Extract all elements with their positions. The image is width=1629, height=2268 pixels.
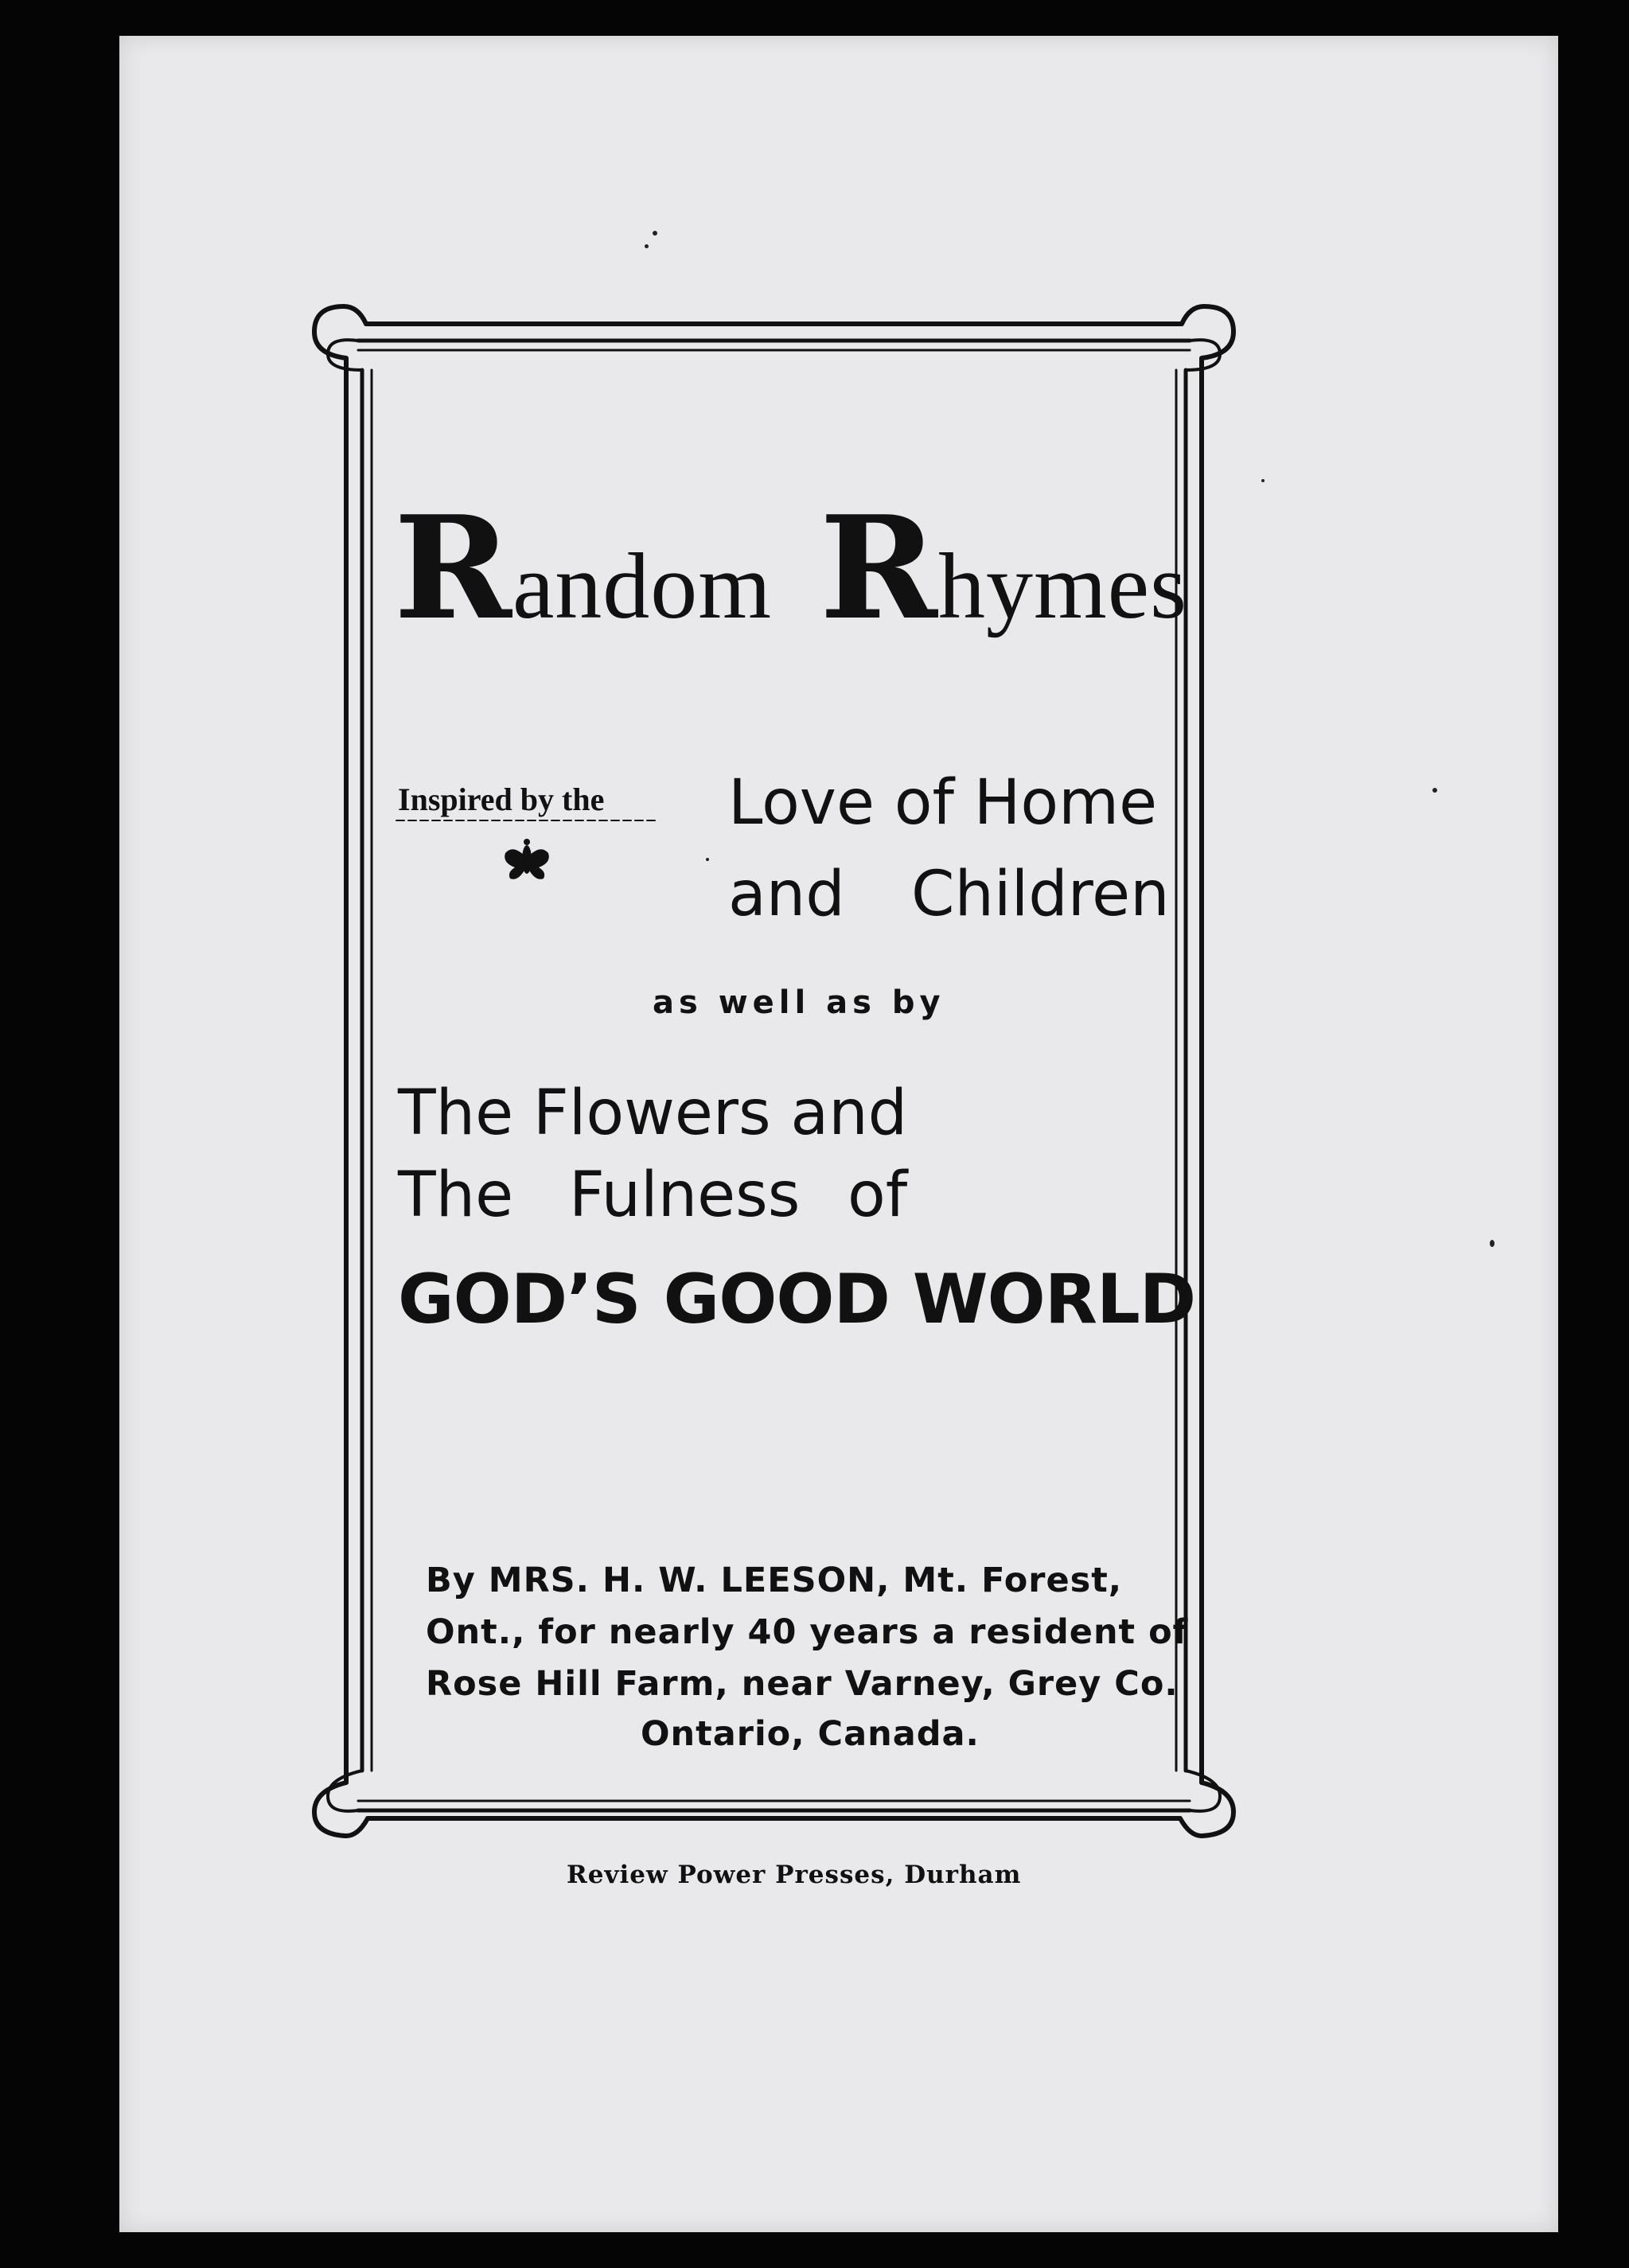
gods-good-world-heading: GOD’S GOOD WORLD [398, 1260, 1196, 1339]
title-page [119, 36, 1558, 2232]
author-line-3: Rose Hill Farm, near Varney, Grey Co. [426, 1664, 1179, 1704]
title-word-random: andom [512, 534, 773, 638]
as-well-as-by-text: as well as by [653, 984, 945, 1021]
author-line-4: Ontario, Canada. [641, 1714, 980, 1754]
flowers-line-2-of: of [848, 1159, 908, 1231]
fleuron-icon [499, 836, 555, 883]
inspired-by-text: Inspired by the [398, 781, 605, 817]
children-word: Children [911, 859, 1170, 930]
title-initial-r2: R [820, 485, 938, 651]
title-word-rhymes: hymes [937, 534, 1188, 638]
flowers-line-2-the: The [398, 1159, 514, 1231]
author-line-1: By MRS. H. W. LEESON, Mt. Forest, [426, 1561, 1123, 1600]
love-of-home-line: Love of Home [728, 767, 1158, 839]
book-title-second-word [820, 485, 1188, 651]
flowers-line-1: The Flowers and [398, 1077, 908, 1149]
book-title [394, 485, 773, 651]
author-line-2: Ont., for nearly 40 years a resident of [426, 1612, 1189, 1652]
and-word: and [728, 859, 845, 930]
printer-imprint: Review Power Presses, Durham [567, 1861, 1022, 1889]
flowers-line-2-fulness: Fulness [569, 1159, 801, 1231]
title-initial-r: R [394, 485, 512, 651]
